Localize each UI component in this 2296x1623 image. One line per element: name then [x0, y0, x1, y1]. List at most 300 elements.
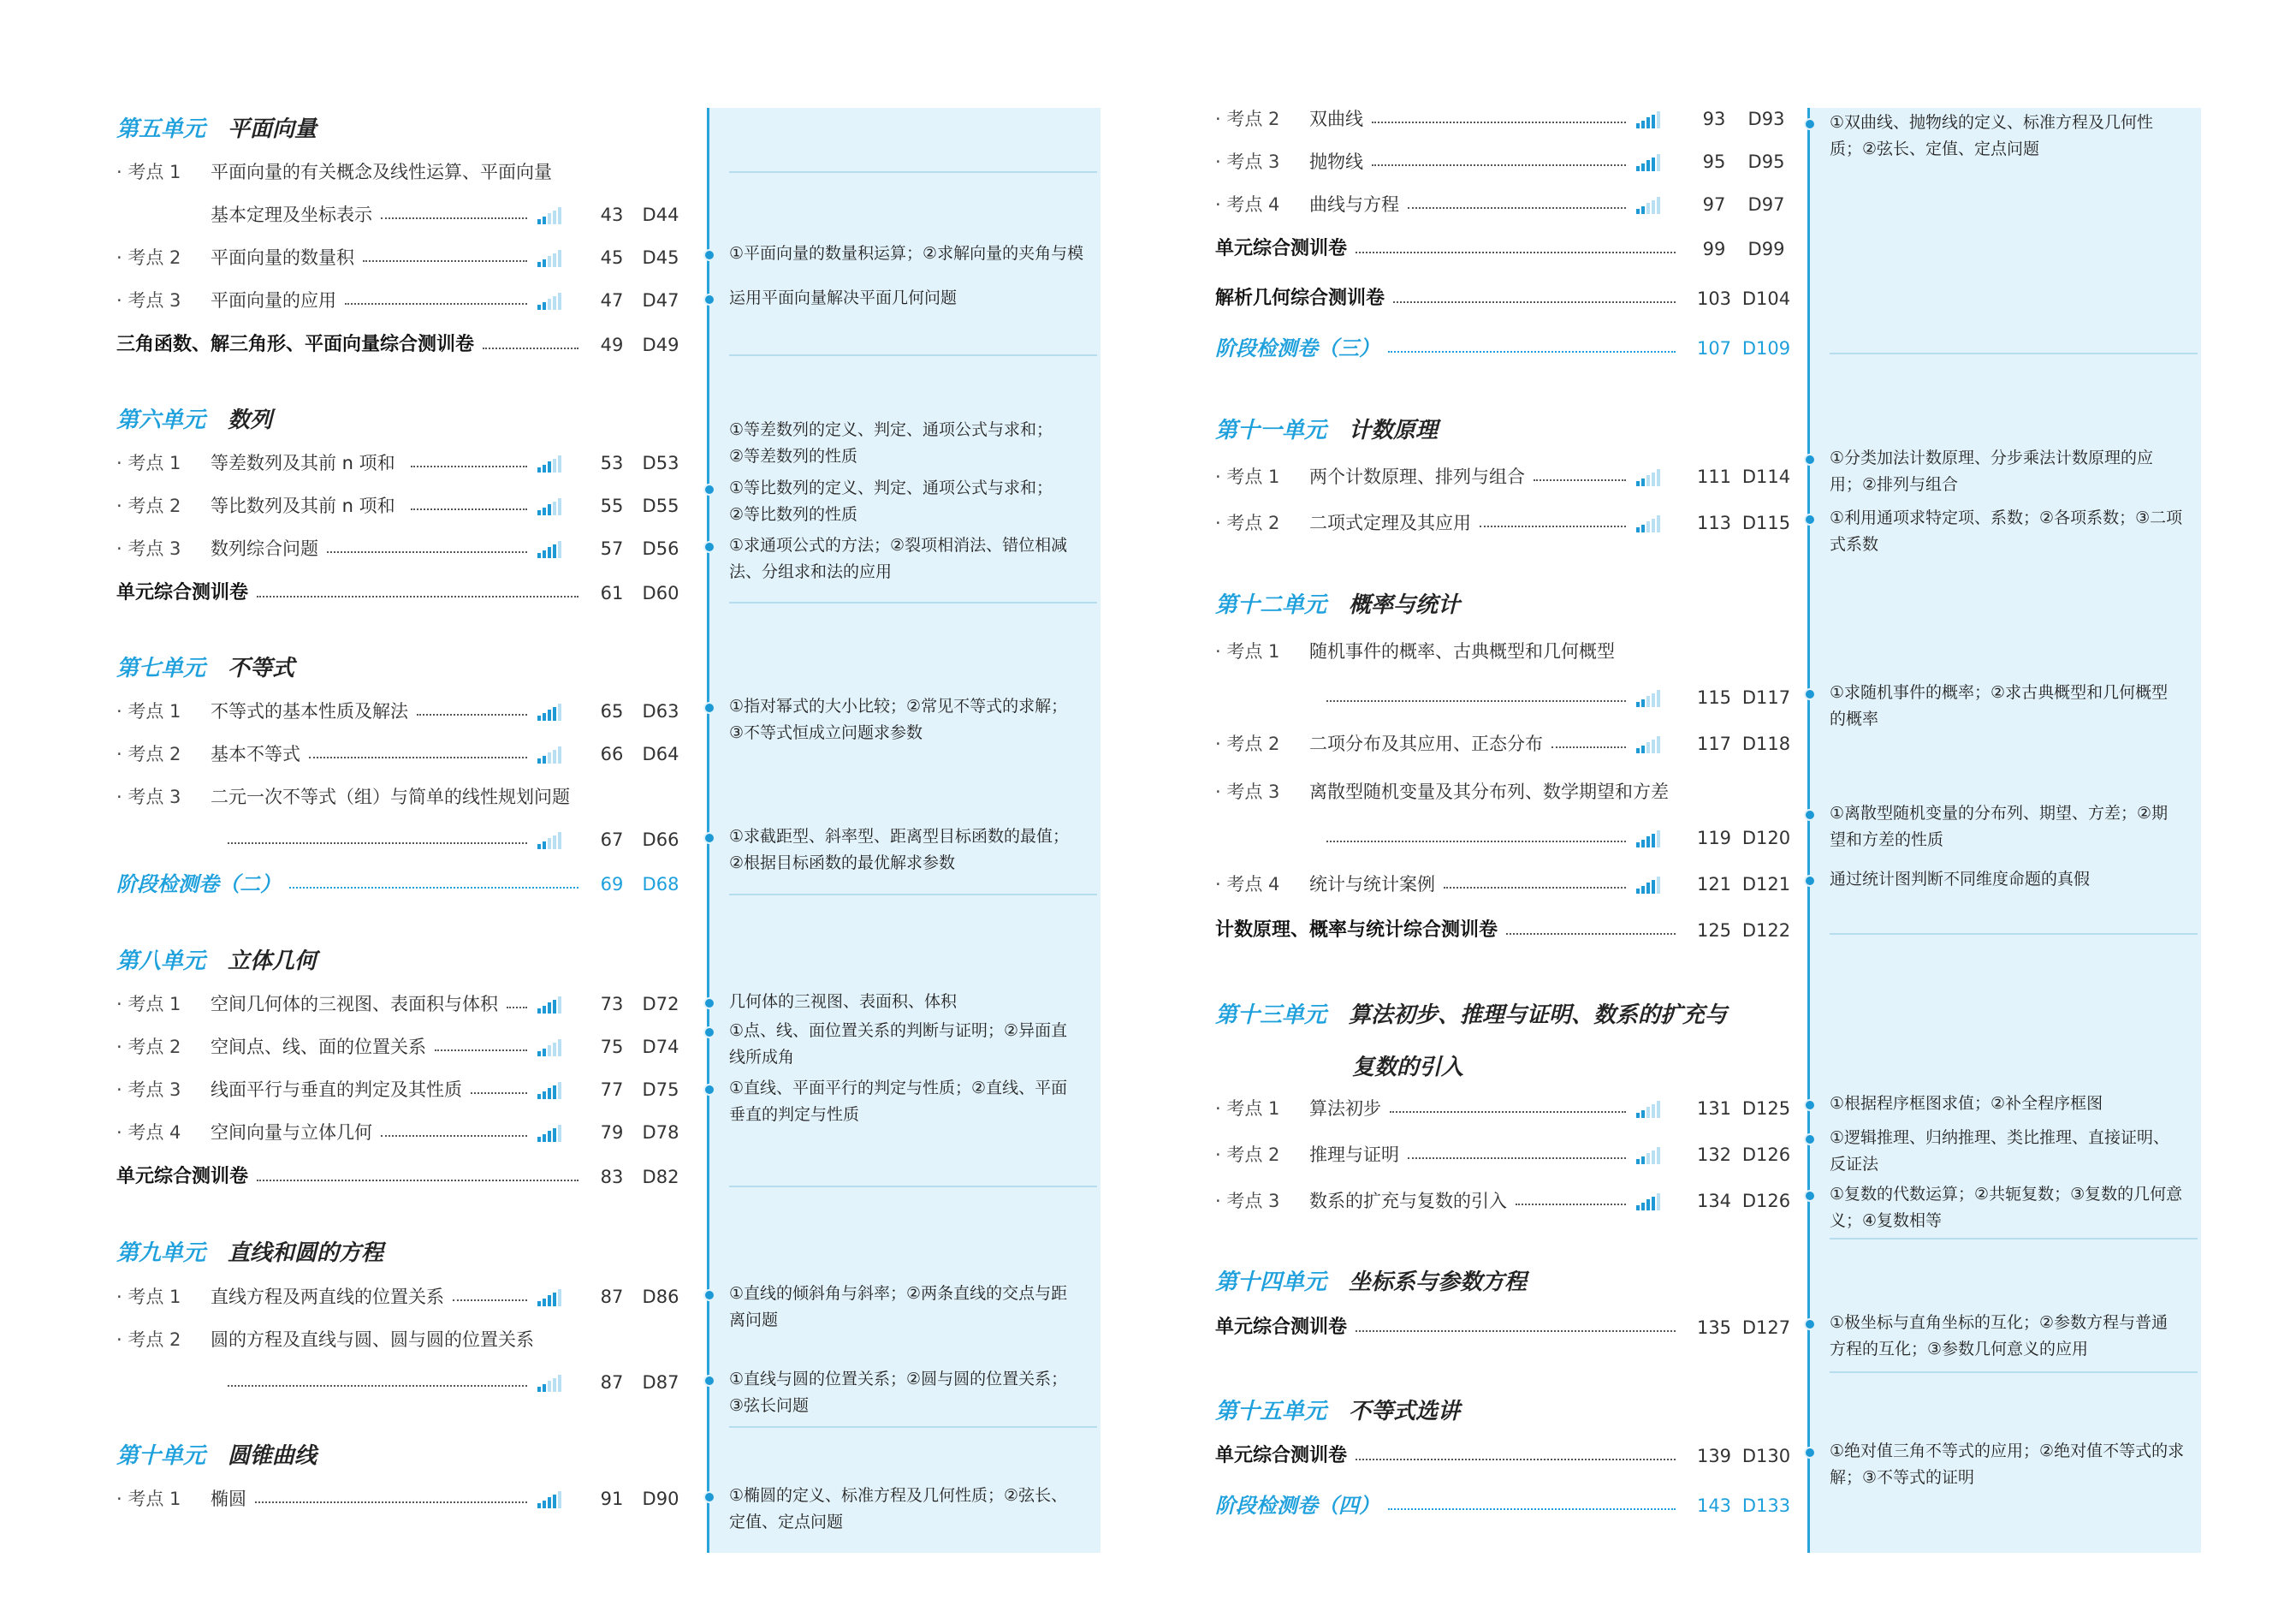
page-number: 49 [600, 335, 624, 355]
difficulty-bar [1652, 740, 1655, 754]
difficulty-signal-icon [537, 293, 563, 310]
topic-entry[interactable] [1215, 1096, 1792, 1121]
difficulty-bar [558, 207, 561, 224]
difficulty-bar [1652, 519, 1655, 533]
page-number: 75 [600, 1037, 624, 1057]
topic-entry[interactable] [116, 1327, 686, 1352]
difficulty-bar [553, 1495, 556, 1509]
topic-entry[interactable] [116, 827, 686, 853]
page-number: 65 [600, 701, 624, 722]
difficulty-bar [1646, 203, 1650, 214]
difficulty-bar [1646, 1153, 1650, 1164]
key-point-note [1830, 1091, 2198, 1117]
note-line: 的概率 [1830, 710, 1879, 728]
difficulty-bar [1657, 515, 1660, 532]
leader-dots [1388, 1493, 1676, 1510]
page-number: 61 [600, 583, 624, 603]
page-number: 95 [1702, 152, 1726, 172]
difficulty-bar [1636, 166, 1640, 171]
difficulty-bar [1636, 1159, 1640, 1164]
difficulty-bar [1641, 1110, 1645, 1119]
topic-entry[interactable] [1215, 779, 1792, 805]
leader-dots [1390, 1096, 1626, 1113]
topic-title: 平面向量的应用 [211, 290, 336, 311]
difficulty-bar [543, 841, 546, 850]
difficulty-bar [558, 455, 561, 473]
note-line: ①椭圆的定义、标准方程及几何性质；②弦长、 [729, 1486, 1068, 1505]
topic-entry[interactable] [116, 1034, 686, 1060]
key-point-note [729, 823, 1097, 877]
topic-entry[interactable] [116, 245, 686, 270]
page-number: 47 [600, 290, 624, 311]
difficulty-signal-icon [537, 996, 563, 1014]
difficulty-bar [1657, 690, 1660, 707]
note-divider [1830, 1371, 2198, 1373]
leader-dots [381, 1120, 527, 1137]
topic-title: 数系的扩充与复数的引入 [1309, 1191, 1507, 1211]
difficulty-bar [548, 1131, 551, 1142]
leader-dots [1393, 286, 1676, 303]
difficulty-bar [1657, 469, 1660, 486]
note-line: 方程的互化；③参数几何意义的应用 [1830, 1340, 2089, 1358]
unit-heading [1215, 1264, 1527, 1296]
difficulty-signal-icon [537, 207, 563, 224]
difficulty-signal-icon [1636, 736, 1662, 753]
answer-page-code: D122 [1741, 920, 1791, 941]
topic-entry[interactable] [116, 1486, 686, 1512]
timeline-dot [703, 1491, 715, 1503]
answer-page-code: D126 [1741, 1191, 1791, 1211]
difficulty-bar [543, 1501, 546, 1509]
note-line: 式系数 [1830, 535, 1879, 554]
page-number: 87 [600, 1287, 624, 1307]
answer-page-code: D64 [642, 744, 679, 764]
note-line: ①求随机事件的概率；②求古典概型和几何概型 [1830, 683, 2168, 702]
test-paper-entry[interactable] [1215, 1315, 1792, 1341]
page-number: 91 [600, 1489, 624, 1509]
entry-title: 单元综合测训卷 [116, 1166, 249, 1187]
leader-dots [435, 1034, 527, 1051]
topic-entry[interactable] [1215, 825, 1792, 851]
answer-page-code: D125 [1741, 1098, 1791, 1119]
page-number: 97 [1702, 194, 1726, 215]
key-point-note [729, 1366, 1097, 1419]
difficulty-bar [543, 1384, 546, 1393]
difficulty-bar [1652, 115, 1655, 129]
leader-dots [228, 1370, 527, 1387]
difficulty-bar [543, 259, 546, 268]
timeline-dot [703, 1289, 715, 1301]
difficulty-signal-icon [537, 704, 563, 721]
note-line: 望和方差的性质 [1830, 830, 1944, 849]
page-number: 87 [600, 1372, 624, 1393]
difficulty-signal-icon [537, 1082, 563, 1099]
topic-title: 空间点、线、面的位置关系 [211, 1037, 426, 1057]
timeline-dot [1804, 118, 1816, 130]
stage-test-entry[interactable] [116, 871, 686, 897]
page-number: 134 [1696, 1191, 1732, 1211]
timeline-dot [703, 294, 715, 306]
topic-title: 曲线与方程 [1309, 194, 1399, 215]
leader-dots [228, 827, 527, 844]
page-number: 83 [600, 1167, 624, 1187]
difficulty-bar [553, 1293, 556, 1307]
topic-entry[interactable] [1215, 464, 1792, 490]
topic-title: 直线方程及两直线的位置关系 [211, 1287, 444, 1307]
page-number: 135 [1696, 1317, 1732, 1338]
answer-page-code: D115 [1741, 513, 1791, 533]
answer-page-code: D53 [642, 453, 679, 473]
difficulty-signal-icon [1636, 1101, 1662, 1118]
leader-dots [411, 450, 527, 467]
entry-title: 阶段检测卷（二） [116, 872, 281, 896]
difficulty-signal-icon [537, 455, 563, 473]
note-divider [1830, 1238, 2198, 1240]
key-point-note [1830, 680, 2198, 733]
answer-page-code: D55 [642, 496, 679, 516]
test-paper-entry[interactable] [1215, 918, 1792, 943]
topic-title: 二项分布及其应用、正态分布 [1309, 734, 1543, 754]
note-line: 离问题 [729, 1311, 779, 1329]
test-paper-entry[interactable] [116, 580, 686, 606]
answer-page-code: D127 [1741, 1317, 1791, 1338]
note-line: ①点、线、面位置关系的判断与证明；②异面直 [729, 1021, 1068, 1040]
note-line: ①等比数列的定义、判定、通项公式与求和； [729, 479, 1053, 497]
topic-entry[interactable] [116, 288, 686, 313]
answer-page-code: D82 [642, 1167, 679, 1187]
answer-page-code: D49 [642, 335, 679, 355]
test-paper-entry[interactable] [116, 1164, 686, 1190]
unit-number: 第十单元 [116, 1443, 206, 1469]
answer-page-code: D78 [642, 1122, 679, 1143]
difficulty-bar [548, 461, 551, 473]
topic-title: 二项式定理及其应用 [1309, 513, 1471, 533]
note-line: 定值、定点问题 [729, 1513, 844, 1531]
unit-heading [116, 651, 294, 682]
topic-number: · 考点 1 [116, 453, 181, 473]
key-point-note [729, 241, 1097, 267]
topic-title: 等差数列及其前 n 项和 [211, 453, 395, 473]
topic-entry[interactable] [116, 1370, 686, 1395]
key-point-note [729, 417, 1097, 470]
difficulty-bar [543, 713, 546, 722]
leader-dots [1408, 192, 1626, 209]
difficulty-bar [1641, 746, 1645, 754]
unit-number: 第七单元 [116, 656, 206, 681]
unit-number: 第九单元 [116, 1240, 206, 1266]
difficulty-bar [537, 1301, 541, 1306]
note-line: ①根据程序框图求值；②补全程序框图 [1830, 1094, 2103, 1113]
topic-number: · 考点 3 [1215, 1191, 1280, 1211]
page-number: 115 [1696, 687, 1732, 708]
topic-entry[interactable] [116, 450, 686, 476]
page-number: 131 [1696, 1098, 1732, 1119]
test-paper-entry[interactable] [1215, 1443, 1792, 1469]
note-divider [729, 354, 1097, 356]
topic-entry[interactable] [116, 991, 686, 1017]
entry-title: 三角函数、解三角形、平面向量综合测训卷 [116, 334, 475, 355]
leader-dots [289, 871, 578, 889]
topic-entry[interactable] [116, 784, 686, 810]
unit-title: 直线和圆的方程 [228, 1240, 384, 1266]
topic-entry[interactable] [1215, 731, 1792, 757]
leader-dots [381, 202, 527, 219]
difficulty-bar [548, 547, 551, 558]
key-point-note [729, 1018, 1097, 1071]
difficulty-bar [1641, 163, 1645, 172]
note-line: 几何体的三视图、表面积、体积 [729, 992, 958, 1011]
unit-number: 第十二单元 [1215, 592, 1327, 618]
difficulty-bar [553, 502, 556, 516]
topic-entry[interactable] [1215, 639, 1792, 664]
topic-title: 空间向量与立体几何 [211, 1122, 372, 1143]
note-line: ①分类加法计数原理、分步乘法计数原理的应 [1830, 449, 2154, 467]
difficulty-bar [543, 756, 546, 764]
unit-heading [1215, 1394, 1460, 1425]
timeline-dot [703, 832, 715, 844]
difficulty-bar [1657, 830, 1660, 847]
topic-entry[interactable] [116, 493, 686, 519]
unit-title-continuation: 复数的引入 [1352, 1055, 1464, 1080]
timeline-dot [1804, 1190, 1816, 1202]
key-point-note [1830, 1310, 2198, 1363]
unit-number: 第八单元 [116, 948, 206, 974]
difficulty-bar [553, 1378, 556, 1393]
answer-page-code: D130 [1741, 1446, 1791, 1466]
difficulty-signal-icon [537, 746, 563, 764]
topic-title: 离散型随机变量及其分布列、数学期望和方差 [1309, 782, 1669, 802]
page-number: 103 [1696, 288, 1732, 309]
topic-number: · 考点 4 [1215, 194, 1280, 215]
difficulty-bar [548, 256, 551, 267]
difficulty-signal-icon [1636, 154, 1662, 171]
unit-number: 第五单元 [116, 116, 206, 142]
leader-dots [309, 741, 527, 758]
difficulty-signal-icon [1636, 830, 1662, 847]
page-number: 117 [1696, 734, 1732, 754]
note-line: 义；④复数相等 [1830, 1211, 1943, 1230]
difficulty-bar [553, 211, 556, 225]
difficulty-bar [548, 1381, 551, 1392]
topic-entry[interactable] [1215, 510, 1792, 536]
difficulty-bar [537, 1094, 541, 1099]
topic-entry[interactable] [116, 159, 686, 185]
answer-page-code: D109 [1741, 338, 1791, 359]
topic-entry[interactable] [116, 741, 686, 767]
difficulty-bar [553, 1085, 556, 1100]
topic-entry[interactable] [1215, 106, 1792, 132]
difficulty-bar [553, 296, 556, 311]
leader-dots [257, 1164, 578, 1181]
leader-dots [483, 332, 578, 349]
test-paper-entry[interactable] [1215, 236, 1792, 262]
left-timeline [707, 108, 709, 1553]
answer-page-code: D93 [1747, 109, 1785, 129]
unit-title: 坐标系与参数方程 [1349, 1269, 1528, 1295]
difficulty-signal-icon [537, 250, 563, 267]
difficulty-bar [1657, 736, 1660, 753]
difficulty-bar [543, 1299, 546, 1307]
note-line: ②等比数列的性质 [729, 505, 858, 524]
page-number: 69 [600, 874, 624, 895]
topic-entry[interactable] [116, 699, 686, 724]
difficulty-bar [548, 710, 551, 721]
difficulty-signal-icon [537, 1375, 563, 1392]
topic-entry[interactable] [1215, 1188, 1792, 1214]
entry-title: 解析几何综合测训卷 [1215, 288, 1385, 309]
key-point-note [729, 989, 1097, 1015]
unit-title: 不等式选讲 [1349, 1399, 1461, 1424]
answer-page-code: D90 [642, 1489, 679, 1509]
leader-dots [255, 1486, 527, 1503]
test-paper-entry[interactable] [1215, 286, 1792, 312]
difficulty-bar [1652, 158, 1655, 172]
difficulty-signal-icon [537, 541, 563, 558]
topic-number: · 考点 4 [116, 1122, 181, 1143]
difficulty-bar [548, 1497, 551, 1508]
difficulty-bar [1636, 702, 1640, 707]
topic-number: · 考点 1 [116, 1287, 181, 1307]
leader-dots [363, 245, 527, 262]
leader-dots [1356, 1443, 1676, 1460]
topic-entry[interactable] [1215, 871, 1792, 897]
topic-title: 算法初步 [1309, 1098, 1381, 1119]
topic-entry[interactable] [1215, 192, 1792, 217]
leader-dots [1408, 1142, 1626, 1159]
unit-title: 概率与统计 [1349, 592, 1461, 618]
leader-dots [1356, 1315, 1676, 1332]
difficulty-bar [548, 213, 551, 224]
entry-title: 阶段检测卷（四） [1215, 1494, 1379, 1518]
unit-number: 第十四单元 [1215, 1269, 1327, 1295]
topic-title: 不等式的基本性质及解法 [211, 701, 408, 722]
difficulty-bar [558, 1375, 561, 1392]
topic-entry[interactable] [116, 1284, 686, 1310]
difficulty-bar [537, 1137, 541, 1142]
topic-number: · 考点 3 [116, 787, 181, 807]
topic-number: · 考点 2 [1215, 513, 1280, 533]
difficulty-bar [1652, 1150, 1655, 1165]
difficulty-bar [1636, 842, 1640, 847]
leader-dots [1516, 1188, 1626, 1205]
entry-title: 单元综合测训卷 [116, 582, 249, 603]
difficulty-bar [548, 299, 551, 310]
unit-heading [1215, 413, 1438, 444]
difficulty-bar [548, 752, 551, 764]
page-number: 57 [600, 538, 624, 559]
leader-dots [1444, 871, 1626, 889]
difficulty-bar [1646, 160, 1650, 171]
difficulty-bar [553, 1128, 556, 1143]
page-number: 73 [600, 994, 624, 1014]
stage-test-entry[interactable] [1215, 1493, 1792, 1519]
topic-entry[interactable] [116, 202, 686, 228]
topic-number: · 考点 2 [116, 1329, 181, 1350]
difficulty-bar [558, 293, 561, 310]
difficulty-bar [543, 1134, 546, 1143]
leader-dots [417, 699, 527, 716]
topic-title: 抛物线 [1309, 152, 1363, 172]
topic-title: 椭圆 [211, 1489, 246, 1509]
answer-page-code: D72 [642, 994, 679, 1014]
note-line: ①双曲线、抛物线的定义、标准方程及几何性 [1830, 113, 2154, 132]
key-point-note [1830, 445, 2198, 498]
difficulty-signal-icon [1636, 1147, 1662, 1164]
key-point-note [1830, 1181, 2198, 1234]
unit-heading [1215, 587, 1460, 619]
topic-title: 统计与统计案例 [1309, 874, 1435, 895]
timeline-dot [1804, 688, 1816, 700]
answer-page-code: D118 [1741, 734, 1791, 754]
answer-page-code: D87 [642, 1372, 679, 1393]
answer-page-code: D74 [642, 1037, 679, 1057]
difficulty-bar [543, 508, 546, 516]
leader-dots [1551, 731, 1626, 748]
topic-entry[interactable] [116, 536, 686, 562]
difficulty-bar [548, 1002, 551, 1014]
topic-entry[interactable] [1215, 685, 1792, 710]
stage-test-entry[interactable] [1215, 336, 1792, 361]
key-point-note [1830, 110, 2198, 163]
difficulty-signal-icon [1636, 469, 1662, 486]
difficulty-bar [537, 467, 541, 473]
topic-number: · 考点 3 [1215, 782, 1280, 802]
difficulty-bar [1636, 748, 1640, 753]
difficulty-bar [537, 305, 541, 310]
entry-title: 单元综合测训卷 [1215, 1445, 1348, 1466]
page-number: 99 [1702, 239, 1726, 259]
leader-dots [453, 1284, 527, 1301]
difficulty-bar [1636, 1205, 1640, 1210]
difficulty-bar [1641, 525, 1645, 533]
timeline-dot [1804, 454, 1816, 466]
difficulty-signal-icon [1636, 197, 1662, 214]
difficulty-bar [537, 1387, 541, 1392]
difficulty-bar [1646, 117, 1650, 128]
difficulty-bar [1652, 693, 1655, 708]
difficulty-bar [537, 1008, 541, 1014]
topic-number: · 考点 1 [1215, 467, 1280, 487]
note-line: ①直线的倾斜角与斜率；②两条直线的交点与距 [729, 1284, 1068, 1303]
note-line: ①指对幂式的大小比较；②常见不等式的求解； [729, 697, 1068, 716]
topic-title: 等比数列及其前 n 项和 [211, 496, 395, 516]
unit-heading [116, 111, 317, 143]
difficulty-bar [553, 750, 556, 764]
test-paper-entry[interactable] [116, 332, 686, 358]
topic-title: 圆的方程及直线与圆、圆与圆的位置关系 [211, 1329, 534, 1350]
difficulty-bar [558, 1082, 561, 1099]
topic-entry[interactable] [1215, 1142, 1792, 1168]
answer-page-code: D99 [1747, 239, 1785, 259]
difficulty-bar [1657, 877, 1660, 894]
difficulty-bar [543, 1091, 546, 1100]
page-number: 107 [1696, 338, 1732, 359]
leader-dots [411, 493, 527, 510]
topic-entry[interactable] [1215, 149, 1792, 175]
topic-entry[interactable] [116, 1077, 686, 1103]
difficulty-signal-icon [1636, 877, 1662, 894]
topic-number: · 考点 2 [1215, 109, 1280, 129]
topic-number: · 考点 2 [116, 496, 181, 516]
difficulty-bar [1646, 1199, 1650, 1210]
topic-title: 平面向量的有关概念及线性运算、平面向量 [211, 162, 552, 182]
topic-title: 线面平行与垂直的判定及其性质 [211, 1079, 462, 1100]
topic-entry[interactable] [116, 1120, 686, 1145]
difficulty-bar [537, 716, 541, 721]
difficulty-bar [558, 704, 561, 721]
unit-number: 第十五单元 [1215, 1399, 1327, 1424]
note-line: ②根据目标函数的最优解求参数 [729, 853, 956, 872]
